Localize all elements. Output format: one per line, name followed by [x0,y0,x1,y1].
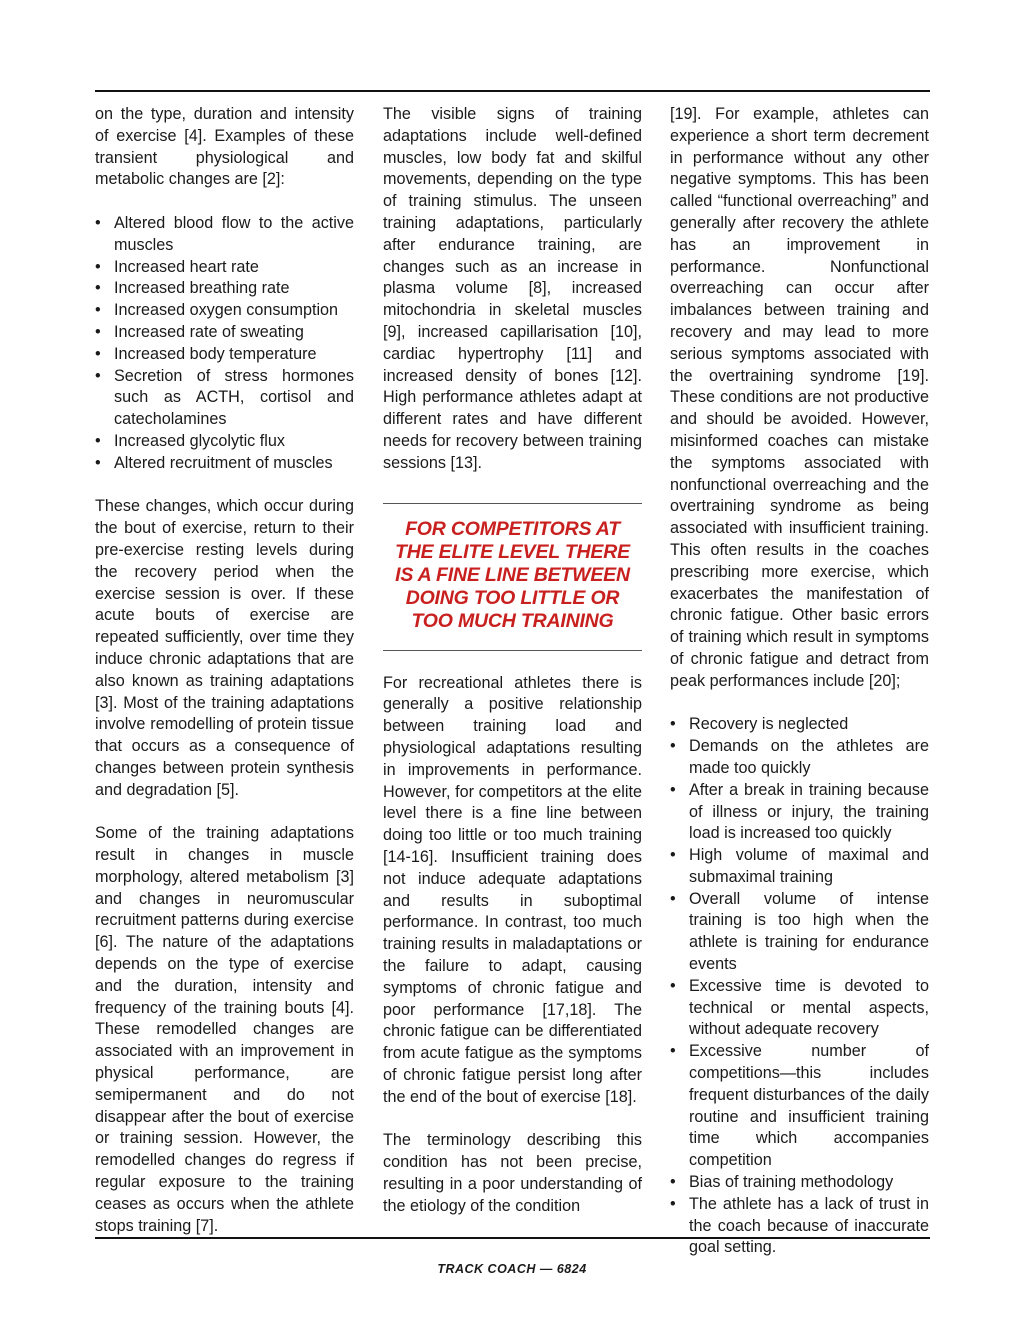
list-item: • Increased heart rate [95,257,354,279]
list-item: • Increased glycolytic flux [95,431,354,453]
list-item: • Excessive number of competitions—this includes frequent disturbances of the daily routine and insufficient training time which accompanies competition [670,1041,929,1172]
paragraph: Some of the training adaptations result in changes in muscle morphology, altered metabolism [3] and changes in neuromuscular recruitment patterns during exercise [6]. The nature of the adaptations depends on the type of exercise and the duration, intensity and frequency of the training bouts [4]. These remodelled changes are associated with an improvement in physical performance, are semipermanent and do not disappear after the bout of exercise or training session. However, the remodelled changes do regress if regular exposure to the training ceases as occurs when the athlete stops training [7]. [95,824,354,1235]
bullet-list [95,213,354,475]
column-1 [95,104,354,1237]
list-item: • The athlete has a lack of trust in the coach because of inaccurate goal setting. [670,1194,929,1259]
list-item: • Altered recruitment of muscles [95,453,354,475]
list-item: • Secretion of stress hormones such as ACTH, cortisol and catecholamines [95,366,354,431]
list-item: • Increased rate of sweating [95,322,354,344]
page-footer: TRACK COACH — 6824 [437,1262,587,1276]
list-item: • Altered blood flow to the active muscles [95,213,354,257]
paragraph: The terminology describing this condition has not been precise, resulting in a poor understanding of the etiology of the condition [383,1131,642,1215]
list-item: • Increased breathing rate [95,278,354,300]
list-item: • Recovery is neglected [670,714,929,736]
column-2 [383,104,642,1217]
list-item: • Increased oxygen consumption [95,300,354,322]
paragraph: These changes, which occur during the bout of exercise, return to their pre-exercise resting levels during the recovery period when the exercise session is over. If these acute bouts of exercise are repeated sufficiently, over time they induce chronic adaptations that are also known as training adaptations [3]. Most of the training adaptations involve remodelling of protein tissue that occurs as a consequence of changes between protein synthesis and degradation [5]. [95,497,354,799]
list-item: • Overall volume of intense training is too high when the athlete is training for endurance events [670,889,929,976]
paragraph: [19]. For example, athletes can experience a short term decrement in performance without any other negative symptoms. This has been called “functional overreaching” and generally after recovery the athlete has an improvement in performance. Nonfunctional overreaching can occur after imbalances between training and recovery and may lead to more serious symptoms associated with the overtraining syndrome [19]. These conditions are not productive and should be avoided. However, misinformed coaches can mistake the symptoms associated with nonfunctional overreaching and the overtraining syndrome as being associated with insufficient training. This often results in the coaches prescribing more exercise, which exacerbates the manifestation of chronic fatigue. Other basic errors of training which result in symptoms of chronic fatigue and detract from peak performances include [20]; [670,105,929,690]
paragraph: For recreational athletes there is generally a positive relationship between training load and physiological adaptations resulting in improvements in performance. However, for competitors at the elite level there is a fine line between doing too little or too much training [14-16]. Insufficient training does not induce adequate adaptations and results in suboptimal performance. In contrast, too much training results in maladaptations or the failure to adapt, causing symptoms of chronic fatigue and poor performance [17,18]. The chronic fatigue can be differentiated from acute fatigue as the symptoms of chronic fatigue persist long after the end of the bout of exercise [18]. [383,673,642,1106]
paragraph: on the type, duration and intensity of exercise [4]. Examples of these transient physiological and metabolic changes are [2]: [95,105,354,189]
column-3 [670,104,929,1259]
header-rule [95,90,930,92]
list-item: • High volume of maximal and submaximal training [670,845,929,889]
bullet-list [670,714,929,1259]
pull-quote: FOR COMPETITORS AT THE ELITE LEVEL THERE IS A FINE LINE BETWEEN DOING TOO LITTLE OR TOO MUCH TRAINING [383,503,642,651]
list-item: • Increased body temperature [95,344,354,366]
list-item: • Excessive time is devoted to technical or mental aspects, without adequate recovery [670,976,929,1041]
list-item: • After a break in training because of illness or injury, the training load is increased too quickly [670,780,929,845]
list-item: • Demands on the athletes are made too quickly [670,736,929,780]
footer-rule [95,1237,930,1239]
paragraph: The visible signs of training adaptations include well-defined muscles, low body fat and skilful movements, depending on the type of training stimulus. The unseen training adaptations, particularly after endurance training, are changes such as an increase in plasma volume [8], increased mitochondria in skeletal muscles [9], increased capillarisation [10], cardiac hypertrophy [11] and increased density of bones [12]. High performance athletes adapt at different rates and have different needs for recovery between training sessions [13]. [383,105,642,472]
list-item: • Bias of training methodology [670,1172,929,1194]
